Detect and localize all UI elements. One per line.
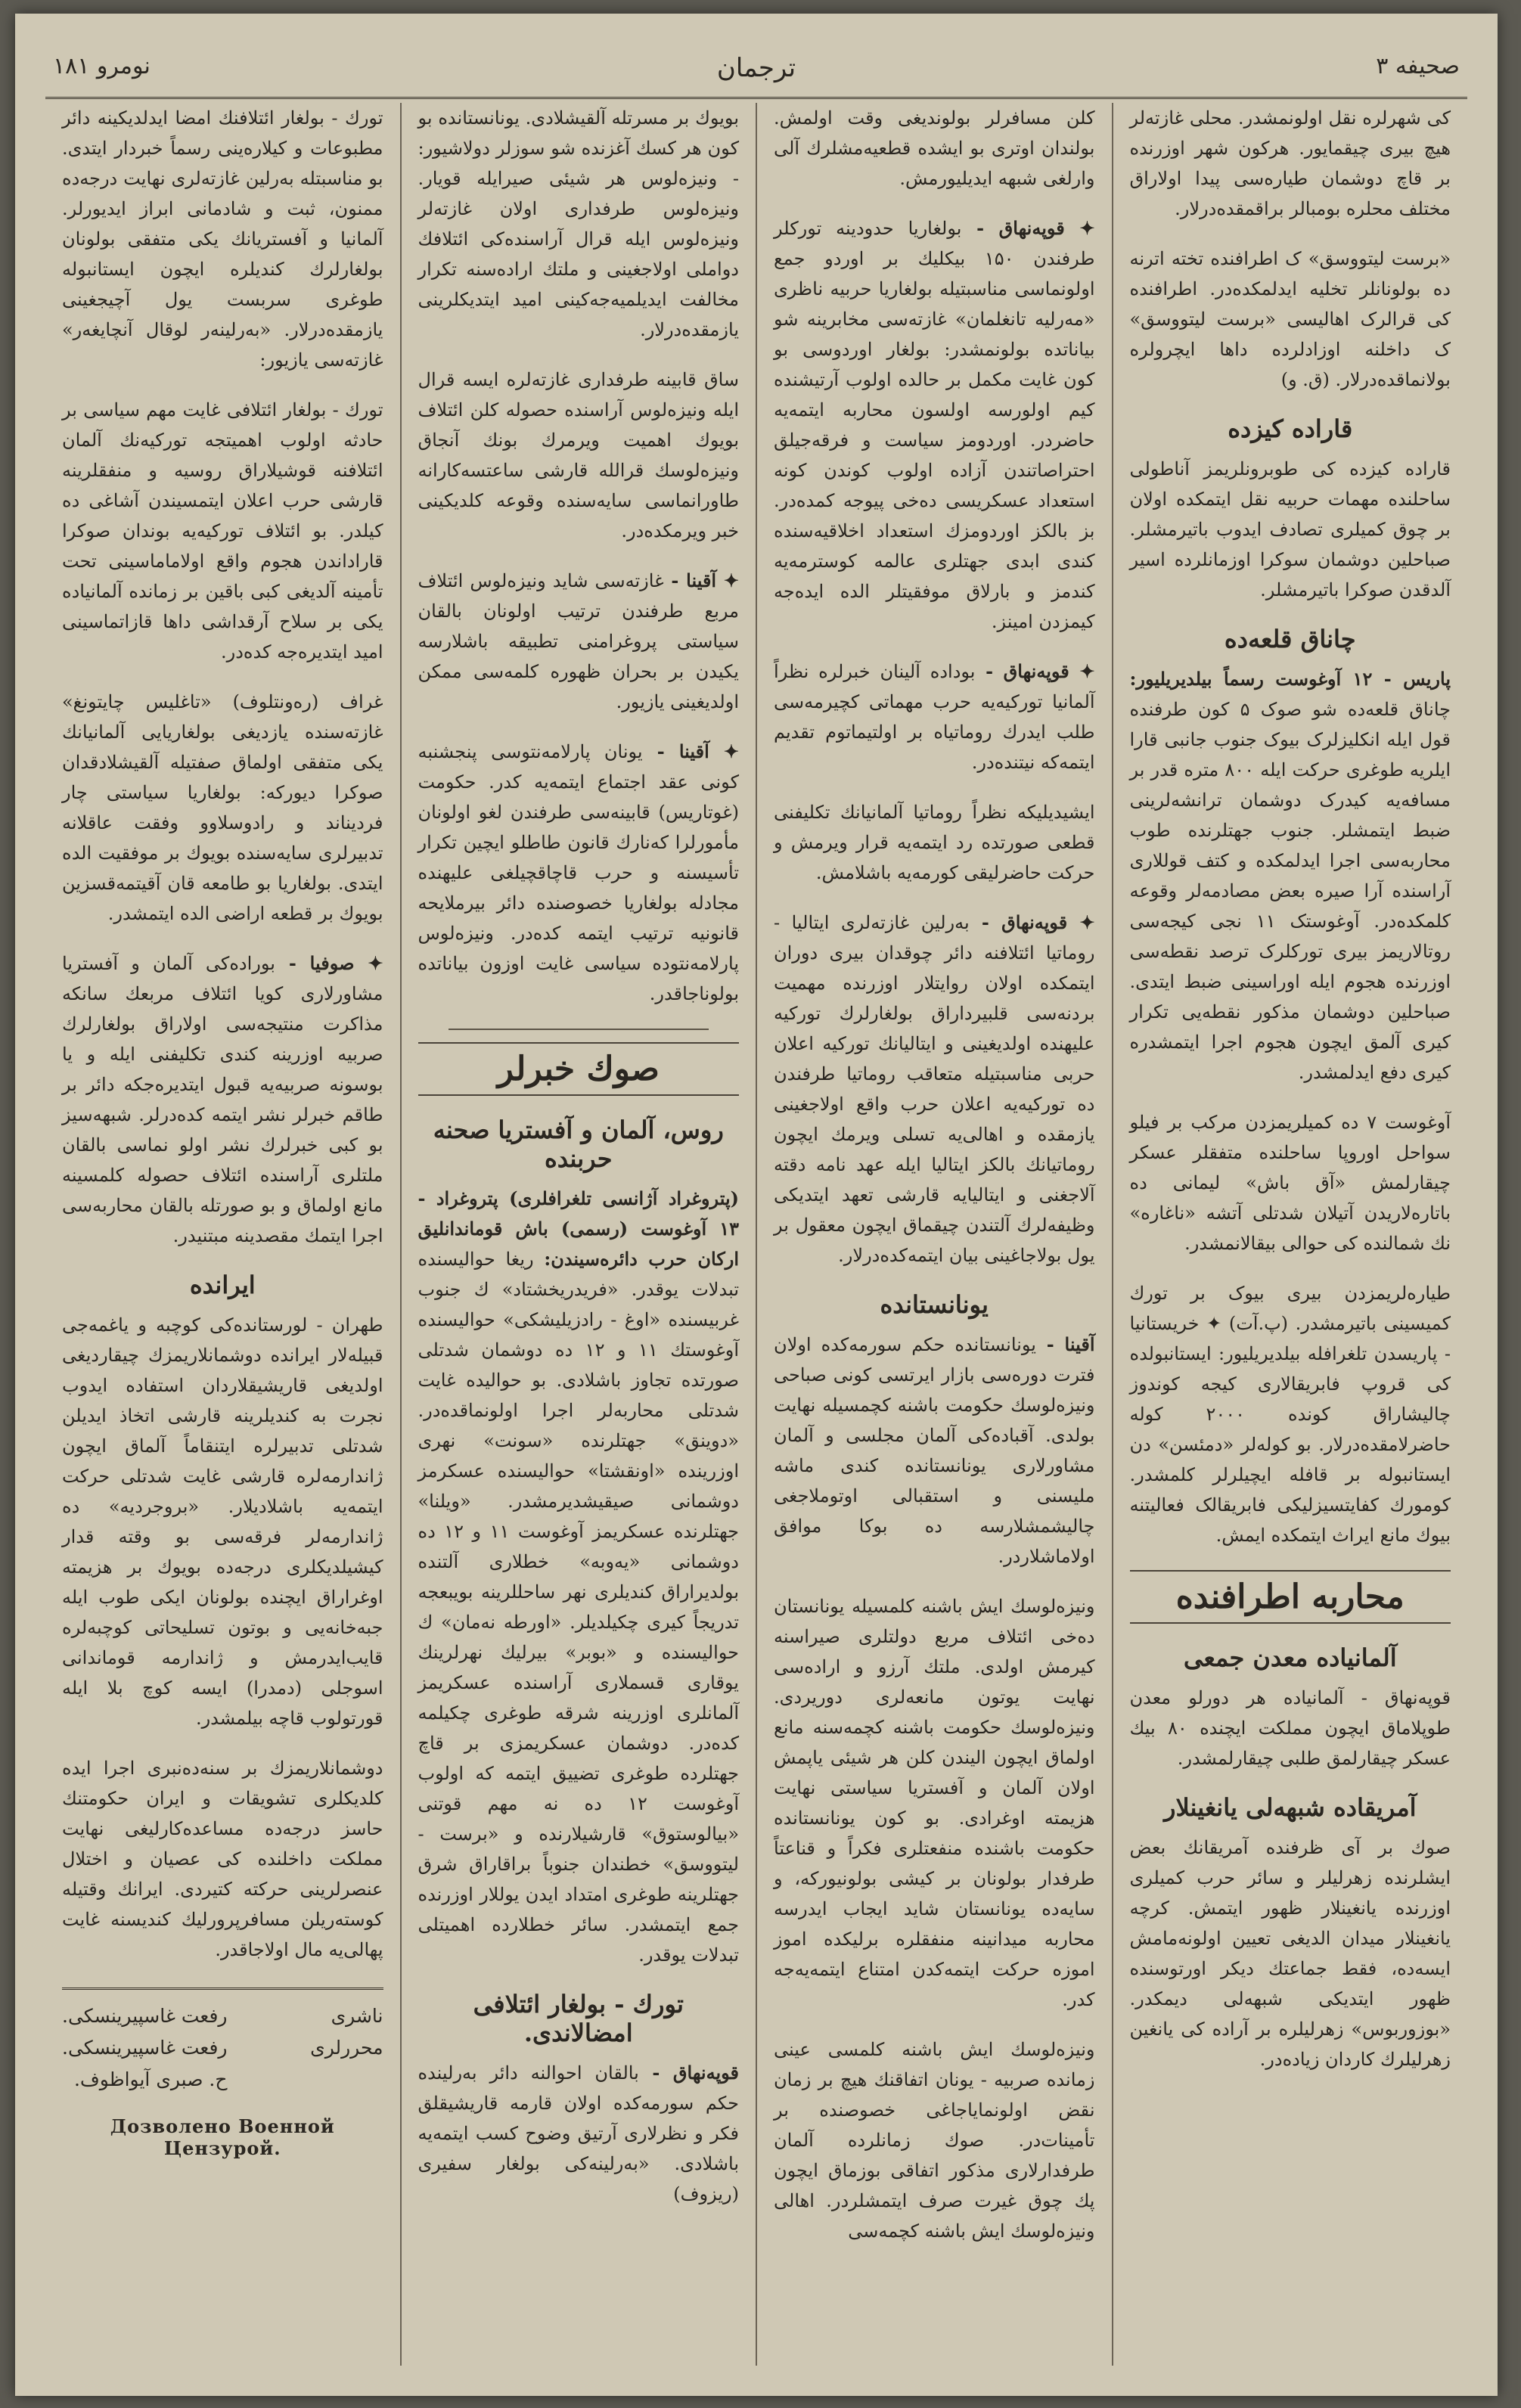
article-dateline: آقینا - bbox=[1035, 1333, 1095, 1355]
article-body bbox=[62, 948, 383, 1251]
article-body: ونیزه‌لوسك ایش باشنه کلمسیله یونانستان ده‌خی ائتلاف مربع دولتلری صیراسنه کیرمش اولدی. ملتك آرزو و اراده‌سی نهایت یوتون مانعه‌لری دوریردی. ونیزه‌لوسك حکومت باشنه کچمه‌سنه مانع اولماق ایچون الیندن کلن هر شیئی یاپمش اولان آلمان و آفستریا سیاستی نهایت هزیمته اوغرادی. بو کون یونانستانده حکومت باشنده منفعتلری فکراً و قناعتاً طرفدار بولونان بر کیشی بولونیورکه، و سایه‌ده یونانستان شاید ایجاب ایدرسه محاربه میدانینه منفقلره برلیکده اموز اموزه حرکت ایتمه‌کدن امتناع ایتمه‌یه‌جه کدر. bbox=[774, 1596, 1095, 2010]
article-body: طیاره‌لریمزدن بیری بیوک بر تورك کمیسینی باتیرمشدر. (پ.آت) ✦ خریستانیا - پاریسدن تلغرافله بیلدیریلیور: ایستانبولده کی قروپ فابریقالاری کیجه کوندوز چالیشاراق کونده ۲۰۰۰ کوله حاضرلامقده‌درلار. بو کوله‌لر «دمئسن» دن ایستانبوله بر قافله ایچیلرلر کلمشدر. کومورك کفایتسیزلیکی فابریقالک فعالیتنه بیوك مانع ایراث ایتمکده ایمش. bbox=[1129, 1283, 1451, 1546]
article bbox=[774, 213, 1095, 637]
article-body: کلن مسافرلر بولوندیغی وقت اولمش. بولندان اوتری بو ایشده قطعیه‌مشلرك آلی وارلغی شبهه ایدیلیورمش. bbox=[774, 107, 1095, 189]
issue-number: نومرو ۱۸۱ bbox=[53, 53, 151, 79]
article-body bbox=[774, 908, 1095, 1271]
column-3 bbox=[400, 103, 756, 2366]
article bbox=[62, 103, 383, 375]
article-body bbox=[774, 656, 1095, 777]
article bbox=[62, 395, 383, 667]
article bbox=[62, 687, 383, 929]
article-body: طهران - لورستانده‌کی کوچبه و یاغمه‌جی قبیله‌لار ایرانده دوشمانلاریمزك چیقاردیغی اولدیغی قاریشیقلاردان استفاده ایدوب نجرت به کندیلرینه قارشی اتخاذ ایدیلن شدتلی تدبیرلره ایتنقاماً آلماق ایچون ژاندارمه‌لره قارشی غایت شدتلی حرکت ایتمه‌یه باشلادیلار. «بروجردیه» ده ژاندارمه‌لر فرقه‌سی بو وقته قدار کیشیلدیکلری درجه‌ده بویوك بر هزیمته اوغراراق ایچنده بولونان ایکی طوب ایله جبه‌خانه‌یی و بوتون تسلیحاتی کوچبه‌لره قایب‌ایدرمش و ژاندارمه قوماندانی اسوجلی (دمدرا) ایسه کوچ بلا ایله قورتولوب قاچه بیلمشدر. bbox=[62, 1314, 383, 1729]
article-body bbox=[418, 566, 740, 717]
article-headline: آمریقاده شبهه‌لی یانغینلار bbox=[1164, 1793, 1417, 1822]
article-body: قوپه‌نهاق - آلمانیاده هر دورلو معدن طوپلاماق ایچون مملکت ایچنده ۸۰ بیك عسکر چیقارلمق طلبی چیقارلمشدر. bbox=[1129, 1687, 1451, 1769]
column-1 bbox=[1112, 103, 1468, 2366]
article bbox=[418, 365, 740, 546]
article-headline: قاراده کیزده bbox=[1228, 414, 1353, 443]
article-body: تورك - بولغار ائتلافنك امضا ایدلدیکینه دائر مطبوعات و کیلاره‌ینی رسماً خبردار ایتدی. بو مناسبتله به‌رلین غازته‌لری نهایت درجه‌ده ممنون، ثبت و شادمانی ابراز ایدیورلر. آلمانیا و آفستریانك یکی متفقی بولونان بولغارلرك کندیلره ایچون ایستانبوله طوغری سربست یول آچیجغینی یازمقده‌درلار. «به‌رلینه‌ر لوقال آنچایغه‌ر» غازته‌سی یازیور: bbox=[62, 107, 383, 371]
publisher-label: ناشری bbox=[331, 2005, 383, 2027]
article-text: بولغاریا حدودینه تورکلر طرفندن ۱۵۰ بیکلیك بر اوردو جمع اولونماسی مناسبتیله بولغاریا حربیه ناظری «مه‌رلیه تانغلمان» غازته‌سی مخابرینه شو بیاناتده بولونمشدر: بولغار اوردوسی بو کون غایت مکمل بر حالده اولوب آرتیشنده کیم اولورسه اولسون محاربه ایتمه‌یه حاضردر. اوردومز سیاست و فرقه‌جیلق احتراصاتندن آزاده اولوب کوندن کونه استعداد عسکریسی ده‌خی پیوجه کمده‌در. بز بالکز اوردومزك استعداد اخلاقیه‌سنده کندی ابدی جهتلری عالمه کوسترمه‌یه کندمز و بارلاق موفقیتلر الده ایده‌جه کیمزدن امینز. bbox=[774, 218, 1095, 632]
article bbox=[62, 1753, 383, 1965]
article-body: تورك - بولغار ائتلافی غایت مهم سیاسی بر حادثه اولوب اهمیتجه تورکیه‌نك آلمان ائتلافنه قوشیلاراق روسیه و منفقلرینه قارشی حرب اعلان ایتمسیندن آشاغی ده کیلدر. بو ائتلاف تورکیه‌یه بوندان صوکرا قاراداندن هجوم واقع اولاماماسینی تحت تأمینه آلدیغی کبی باقین بر زمانده آلمانیاده یکی بر سلاح آرقداشی داها قازاتماسینی امید ایتدیره‌جه کده‌در. bbox=[62, 399, 383, 663]
article-body: غراف (ره‌ونتلوف) «تاغلیس چایتونغ» غازته‌سنده یازدیغی بولغاریایی آلمانیانك یکی متفقی اولماق صفتیله آلقیشلادقدان صوکرا دیورکه: بولغاریا سیاستی چار فردیناند و رادوسلاوو وفقت عاقلانه تدبیرلری سایه‌سنده بویوك بر موفقیت الده ایتدی. بولغاریا بو طامعه قان آقیتمه‌قسزین بویوك بر قطعه اراضی الده ایتمشدر. bbox=[62, 691, 383, 924]
newspaper-title: ترجمان bbox=[716, 53, 796, 83]
section-headline: صوك خبرلر bbox=[418, 1042, 740, 1096]
article-body: «برست لیتووسق» ک اطرافنده تخته اترنه ده بولونانلر تخلیه ایدلمکده‌در. اطرافنده کی قرالرک اهالیسی «برست لیتووسق» ک داخلنه اوزادلرده داها ایچرولره بولانماقده‌درلار. (ق. و) bbox=[1129, 248, 1451, 390]
editors-row bbox=[62, 2032, 383, 2096]
newspaper-page bbox=[15, 14, 1498, 2396]
publisher-row bbox=[62, 2000, 383, 2032]
article-text: به‌رلین غازته‌لری ایتالیا - روماتیا ائتلافنه دائر چوقدان بیری دوران ایتمکده اولان روایتلار اوزرنده مهمیت بردنه‌سی قلبیرداراق بولغارلرك تورکیه علیهنده اولدیغینی و ایتالیانك تورکیه اعلان حربی مناسبتیله متعاقب روماتیا طرفندن ده تورکیه‌یه اعلان حرب واقع اولاجغینی یازمقده و اهالی‌یه تسلی ویرمك ایچون روماتیانك بالکز ایتالیا ایله عهد نامه دقته آلاجغنی و ایتالیا‌یه قارشی تعهد ایتدیکی وظیفه‌لرك آلتندن چیقماق ایچون معقول بر یول بولاجاغینی بیان ایتمه‌کده‌درلار. bbox=[774, 912, 1095, 1266]
article bbox=[418, 1990, 740, 2209]
article-text: بوراده‌کی آلمان و آفستریا مشاورلاری کویا ائتلاف مربعك سانکه مذاکرت منتیجه‌سی اولاراق بولغارلرك صربیه اوزرینه کندی تکلیفنی ایله و یا بوسونه صربیه‌یه قبول ایتدیره‌جکه دائر بر طاقم خبرلر نشر ایتمه کده‌درلر. شبهه‌سیز بو کبی خبرلرك نشر اولو نماسی بالقان ملتلری آراسنده ائتلاف حصوله کلمسینه مانع اولماق و بو صورتله بالقان محاربه‌سی اجرا ایتمك مقصدینه مبتنیدر. bbox=[62, 953, 383, 1246]
article-headline: روس، آلمان و آفستریا صحنه حربنده bbox=[433, 1116, 724, 1173]
article-dateline: ✦ صوفیا - bbox=[275, 952, 383, 974]
article-headline: یونانستانده bbox=[880, 1290, 989, 1319]
article-text: یونان پارلامه‌نتوسی پنجشنبه کونی عقد اجتماع ایتمه‌یه کدر. حکومت (غوتاریس) قابینه‌سی طرفندن لغو اولونان مأمورلرا که‌نارك قانون طاطلو ایچین تکرار تأسیسنه و حرب قاچاقچیلغی علیهنده مجادله بولغاریا خصوصنده دائر بیرملایحه قانونیه ترتیب ایتمه کده‌در. ونیزه‌لوس پارلامه‌نتوده سیاسی غایت اوزون بیاناتده بولوناجاقدر. bbox=[417, 741, 739, 1004]
article-body bbox=[418, 2058, 740, 2209]
editor-names bbox=[62, 2032, 228, 2096]
article bbox=[418, 566, 740, 717]
article bbox=[1130, 1793, 1451, 2074]
article-dateline: (پتروغراد آژانسی تلغرافلری) پتروغراد - ۱۳ آوغوست (رسمی) باش قوماندانلیق ارکان حرب دائره‌سیندن: bbox=[417, 1187, 739, 1270]
article-text: بالقان احوالنه دائر به‌رلینده حکم سورمه‌کده اولان قارمه قاریشیقلق فکر و نظرلاری آرتیق وضوح کسب ایتمه‌یه باشلادی. «به‌رلینه‌کی بولغار سفیری (ریزوف) bbox=[417, 2062, 739, 2205]
article-body: ایشیدیلیکه نظراً روماتیا آلمانیانك تکلیفنی قطعی صورتده رد ایتمه‌یه قرار ویرمش و حرکت حاضرلیقی کورمه‌یه باشلامش. bbox=[774, 802, 1095, 883]
article-body bbox=[774, 1330, 1095, 1572]
article-headline: ایرانده bbox=[189, 1271, 256, 1299]
article bbox=[1130, 414, 1451, 605]
article-dateline: ✦ آقینا - bbox=[663, 569, 739, 591]
article-body: کی شهرلره نقل اولونمشدر. محلی غازته‌لر هیچ بیری چیقمایور. هرکون شهر اوزرنده بر قاچ دوشمان طیاره‌سی پیدا اولاراق مختلف محلره بومبالر براقمقده‌درلار. bbox=[1129, 107, 1451, 219]
article-dateline: ✦ قوپه‌نهاق - bbox=[969, 911, 1095, 933]
article bbox=[774, 1591, 1095, 2015]
article bbox=[1130, 1643, 1451, 1773]
article-body: ساق قابینه طرفداری غازته‌لره ایسه قرال ایله ونیزه‌لوس آراسنده حصوله کلن ائتلاف بویوك اهمیت ویرمرك بونك آنجاق ونیزه‌لوسك قرالله قارشی ساعتسه‌کارانه طاورانماسی سایه‌سنده وقوعه کلدیکینی خبر ویرمکده‌در. bbox=[417, 369, 739, 541]
article bbox=[1130, 1278, 1451, 1550]
article-text: غازته‌سی شاید ونیزه‌لوس ائتلاف مربع طرفندن ترتیب اولونان بالقان سیاستی پروغرامنی تطبیقه باشلارسه یکیدن بر بحران ظهوره کلمه‌سی ممکن اولدیغینی یازیور. bbox=[417, 570, 739, 712]
article bbox=[418, 737, 740, 1009]
editor-two: ح. صبری آیواظوف. bbox=[73, 2068, 228, 2090]
article-dateline: ✦ آقینا - bbox=[642, 740, 739, 762]
section-divider bbox=[449, 1029, 709, 1030]
column-4 bbox=[45, 103, 400, 2366]
article bbox=[1130, 244, 1451, 395]
article bbox=[1130, 1107, 1451, 1258]
section-header bbox=[418, 1042, 740, 1096]
article-text: یونانستانده حکم سورمه‌کده اولان فترت دوره‌سی بازار ایرتسی کونی صباحی ونیزه‌لوسك حکومت باشنه کچمسیله نهایت بولدی. آقباده‌کی آلمان مجلسی و آلمان مشاورلاری یونانستانده کندی ماشه ملیسنی و استقبالی اوتوملاجغی چالیشمشلارسه ده بوکا موافق اولاماشلاردر. bbox=[774, 1334, 1095, 1567]
article bbox=[62, 1271, 383, 1733]
article bbox=[1130, 625, 1451, 1088]
editors-label: محررلری bbox=[310, 2037, 383, 2059]
article-dateline: ✦ قوپه‌نهاق - bbox=[961, 217, 1095, 239]
article-dateline: پاریس - ۱۲ آوغوست رسماً بیلدیریلیور: bbox=[1129, 668, 1451, 690]
article-body: بویوك بر مسرتله آلقیشلادی. یونانستانده بو کون هر کسك آغزنده شو سوزلر دولاشیور: - ونیزه‌لوس هر شیئی صیرایله قویار. ونیزه‌لوس طرفداری اولان غازته‌لر ونیزه‌لوس ایله قرال آراسنده‌کی ائتلافك دواملی اولاجغینی و ملتك اراده‌سنه تکرار مخالفت ایدیلمیه‌جه‌کینی امید ایتدیکلرینی یازمقده‌درلار. bbox=[417, 107, 739, 340]
article bbox=[774, 103, 1095, 194]
article-body: دوشمانلاریمزك بر سنه‌ده‌نبری اجرا ایده کلدیکلری تشویقات و ایران حکومتنك حاسز درجه‌ده مساعده‌کارلیغی نهایت مملکت داخلنده کی عصیان و اختلال عنصرلرینی حرکته کتیردی. ایرانك وقتیله کوسته‌ریلن مسافرپرورلیك کندیسنه غایت پهالی‌یه مال اولاجاقدر. bbox=[62, 1758, 383, 1960]
article-body: آوغوست ۷ ده کمیلریمزدن مرکب بر فیلو سواحل اوروپا ساحلنده متفقلر عسکر چیقارلمش «آق باش» لیمانی ده باتاره‌لاریدن آتیلان شدتلی آتشه «ناغاره» نك شمالنده کی حوالی بیقالانمشدر. bbox=[1129, 1112, 1451, 1254]
article-body: صوك بر آی ظرفنده آمریقانك بعض ایشلرنده زهرلیلر و سائر حرب کمیلری اوزرنده یانغینلار ظهور ایتمش. کرچه یانغینلار میدان الدیغی تعیین اولونه‌مامش ایسه‌ده، فقط جماعتك دیکر اورتوسنده ظهور ایتدیکی شبهه‌لی دیمکدر. «بوزوربوس» زهرلیلره بر آراده کی یانغین زهرلیلرك کاردان زیاده‌در. bbox=[1129, 1837, 1451, 2070]
section-header bbox=[1130, 1570, 1451, 1624]
article-text: بوداده آلینان خبرلره نظراً آلمانیا تورکیه‌یه حرب مهماتی کچیرمه‌سی طلب ایدرك روماتیاه بر اولتیماتوم تقدیم ایتمه‌که نیتنده‌در. bbox=[774, 661, 1095, 773]
article bbox=[774, 797, 1095, 888]
article bbox=[774, 908, 1095, 1271]
article bbox=[418, 1116, 740, 1970]
imprint-box bbox=[62, 1988, 383, 2096]
article-body: قاراده کیزده کی طوبرونلریمز آناطولی ساحلنده مهمات حربیه نقل ایتمکده اولان بر چوق کمیلری تصادف ایدوب باتیرمشلر. صباحلین دوشمان سوکرا اوزمانلرده اسیر آلدقدن صوکرا باتیرمشلر. bbox=[1129, 458, 1451, 600]
article bbox=[62, 948, 383, 1251]
article bbox=[418, 103, 740, 345]
article bbox=[774, 656, 1095, 777]
article bbox=[774, 1290, 1095, 1572]
article-dateline: ✦ قوپه‌نهاق - bbox=[975, 660, 1095, 682]
article-body bbox=[774, 213, 1095, 637]
article-dateline: قوپه‌نهاق - bbox=[638, 2062, 739, 2084]
page-number-label: صحیفه ۳ bbox=[1376, 53, 1460, 79]
censorship-notice: Дозволено Военной Цензурой. bbox=[110, 2115, 335, 2159]
article bbox=[1130, 103, 1451, 224]
article-headline: چاناق قلعه‌ده bbox=[1224, 625, 1356, 653]
article-headline: آلمانیاده معدن جمعی bbox=[1183, 1643, 1397, 1672]
publisher-name: رفعت غاسپیرینسکی. bbox=[62, 2005, 228, 2027]
article-headline: تورك - بولغار ائتلافی امضالاندی. bbox=[473, 1990, 684, 2047]
article-text: چاناق قلعه‌ده شو صوک ۵ کون طرفنده قول ایله انکلیزلرک بیوک جنوب جانبی قارا ایلریه طوغری حرکت ایله ۸۰۰ متره قدر بر مسافه‌یه کیدرک دوشمان ترانشه‌لرینی ضبط ایتمشلر. جنوب جهتلرنده طوب محاربه‌سی اجرا ایدلمکده و کتف قوللاری آراسنده آرا صیره بعض مصادمه‌لر وقوعه کلمکده‌در. آوغوستک ۱۱ نجی کیجه‌سی روتالاریمز بیری توركلرک ترصد نقطه‌سی اوزرنده هجوم ایله اوراسینی ضبط ایتدی. صباحلین دوشمان مذکور نقطه‌یی تکرار کیری آلمق ایچون هجوم اجرا ایتمشدره کیری دفع ایدلمشدر. bbox=[1129, 699, 1451, 1083]
section-headline: محاربه اطرافنده bbox=[1130, 1570, 1451, 1624]
masthead bbox=[45, 44, 1467, 99]
article-body bbox=[418, 737, 740, 1009]
article bbox=[774, 2034, 1095, 2246]
article-body: ونیزه‌لوسك ایش باشنه کلمسی عینی زمانده صربیه - یونان اتفاقنك هیچ بر زمان نقض اولونمایاجاغی خصوصنده بر تأمینات‌در. صوك زمانلرده آلمان طرفدارلاری مذکور اتفاقی بوزماق ایچون پك چوق غیرت صرف ایتمشلردر. اهالی ونیزه‌لوسك ایش باشنه کچمه‌سی bbox=[774, 2039, 1095, 2242]
columns-container bbox=[45, 103, 1467, 2366]
editor-one: رفعت غاسپیرینسکی. bbox=[62, 2037, 228, 2059]
article-body bbox=[418, 1184, 740, 1970]
article-text: ریغا حوالیسنده تبدلات یوقدر. «فریدریخشتاد» ك جنوب غربیسنده «اوغ - رادزیلیشکی» حوالیسنده آوغوستك ۱۱ و ۱۲ ده دوشمان شدتلی صورتده تجاوز باشلادی. بو حوالیده غایت شدتلی محاربه‌لر اجرا اولونماقده‌در. «دوینق» جهتلرنده «سونت» نهری اوزرینده «اونقشتا» حوالیسنده عسکرمز دوشمانی صیقیشدیرمشدر. «ویلنا» جهتلرنده عسکریمز آوغوست ۱۱ و ۱۲ ده دوشمانی «یه‌وبه» خطلاری آلتنده بولدیراراق کندیلری نهر ساحللرینه بویبعجه تدریجاً کیری چکیلدیلر. «اورطه نه‌مان» ك حوالیسنده و «بوبر» بیرلیك نهرلرینك یوقاری قسملاری آراسنده عسکریمز آلمانلری اوزرینه شرقه طوغری چکیلمه کده‌در. دوشمان عسکریمزی بر قاچ جهتلرده طوغری تضییق ایتمه که اولوب آوغوست ۱۲ ده نه مهم قوتنی «بیالوستوق» قارشیلارنده و «برست - لیتووسق» خطندان جنوباً براقاراق شرق جهتلرینه طوغری امتداد ایدن یوللار اوزرنده جمع ایتمشدر. سائر خطلارده اهمیتلی تبدلات یوقدر. bbox=[417, 1249, 739, 1966]
article-body bbox=[1130, 664, 1451, 1088]
column-2 bbox=[756, 103, 1112, 2366]
